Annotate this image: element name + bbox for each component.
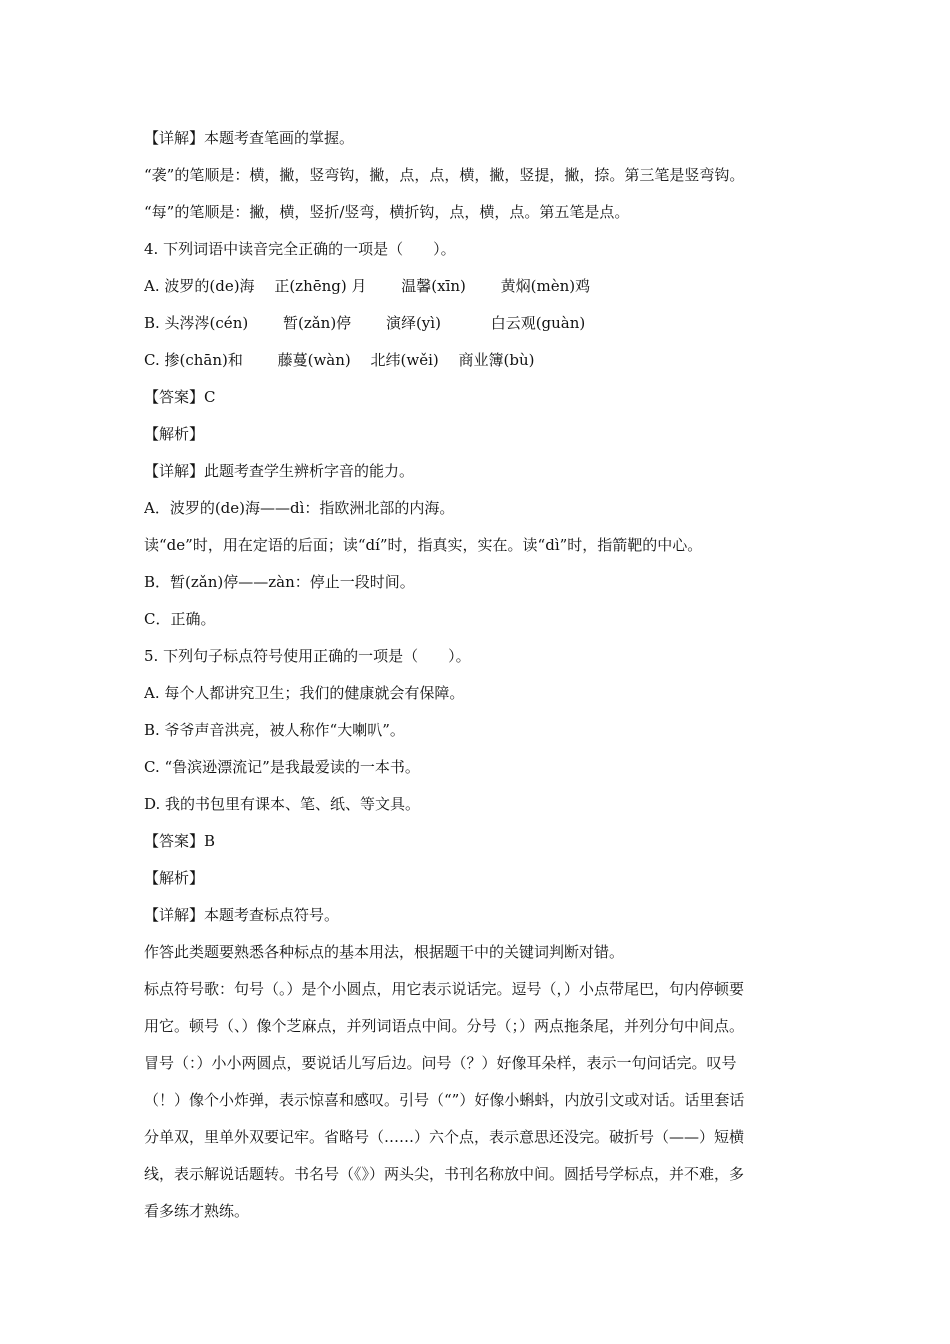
punctuation-song-line: 用它。顿号（、）像个芝麻点，并列词语点中间。分号（；）两点拖条尾，并列分句中间点。 <box>144 1017 745 1035</box>
answer-label: 【答案】B <box>144 832 216 850</box>
question-4-stem: 4. 下列词语中读音完全正确的一项是（ ）。 <box>144 240 456 258</box>
question-5-stem: 5. 下列句子标点符号使用正确的一项是（ ）。 <box>144 647 471 665</box>
explanation-line: 【详解】此题考查学生辨析字音的能力。 <box>144 462 415 480</box>
document-body <box>144 120 814 1230</box>
question-5-option-d: D. 我的书包里有课本、笔、纸、等文具。 <box>144 795 421 813</box>
analysis-label: 【解析】 <box>144 425 205 443</box>
explanation-line: 作答此类题要熟悉各种标点的基本用法，根据题干中的关键词判断对错。 <box>144 943 625 961</box>
explanation-line: C．正确。 <box>144 610 216 628</box>
question-5-option-b: B. 爷爷声音洪亮，被人称作“大喇叭”。 <box>144 721 405 739</box>
explanation-line: 【详解】本题考查标点符号。 <box>144 906 340 924</box>
question-5-option-a: A. 每个人都讲究卫生；我们的健康就会有保障。 <box>144 684 465 702</box>
question-4-option-a: A. 波罗的(de)海 正(zhēng) 月 温馨(xīn) 黄焖(mèn)鸡 <box>144 277 591 295</box>
punctuation-song-line: （！）像个小炸弹，表示惊喜和感叹。引号（“”）好像小蝌蚪，内放引文或对话。话里套话 <box>144 1091 745 1109</box>
punctuation-song-line: 看多练才熟练。 <box>144 1202 250 1220</box>
explanation-line: 【详解】本题考查笔画的掌握。 <box>144 129 355 147</box>
explanation-line: A．波罗的(de)海——dì：指欧洲北部的内海。 <box>144 499 455 517</box>
explanation-line: 读“de”时，用在定语的后面；读“dí”时，指真实，实在。读“dì”时，指箭靶的中心。 <box>144 536 703 554</box>
explanation-line: B．暂(zǎn)停——zàn：停止一段时间。 <box>144 573 415 591</box>
punctuation-song-line: 标点符号歌：句号（。）是个小圆点，用它表示说话完。逗号（，）小点带尾巴，句内停顿要 <box>144 980 745 998</box>
question-4-option-c: C. 掺(chān)和 藤蔓(wàn) 北纬(wěi) 商业簿(bù) <box>144 351 535 369</box>
question-5-option-c: C. “鲁滨逊漂流记”是我最爱读的一本书。 <box>144 758 420 776</box>
analysis-label: 【解析】 <box>144 869 205 887</box>
explanation-line: “袭”的笔顺是：横，撇，竖弯钩，撇，点，点，横，撇，竖提，撇，捺。第三笔是竖弯钩。 <box>144 166 745 184</box>
punctuation-song-line: 分单双，里单外双要记牢。省略号（……）六个点，表示意思还没完。破折号（——）短横 <box>144 1128 745 1146</box>
punctuation-song-line: 冒号（：）小小两圆点，要说话儿写后边。问号（？）好像耳朵样，表示一句问话完。叹号 <box>144 1054 737 1072</box>
question-4-option-b: B. 头涔涔(cén) 暂(zǎn)停 演绎(yì) 白云观(guàn) <box>144 314 586 332</box>
explanation-line: “每”的笔顺是：撇，横，竖折/竖弯，横折钩，点，横，点。第五笔是点。 <box>144 203 630 221</box>
punctuation-song-line: 线，表示解说话题转。书名号（《》）两头尖，书刊名称放中间。圆括号学标点，并不难，多 <box>144 1165 745 1183</box>
answer-label: 【答案】C <box>144 388 216 406</box>
